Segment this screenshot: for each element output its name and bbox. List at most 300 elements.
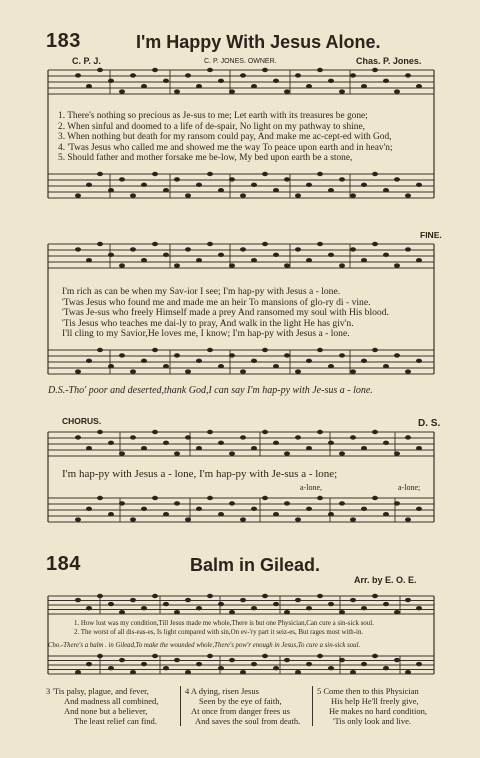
note	[141, 183, 147, 187]
note	[108, 253, 114, 257]
stanza-line: He makes no hard condition,	[329, 706, 427, 716]
note	[130, 247, 136, 251]
note	[174, 263, 180, 267]
verse-line: 'Twas Je-sus who freely Himself made a prey And ransomed my soul with His blood.	[62, 307, 389, 319]
note	[86, 606, 92, 610]
note	[328, 253, 334, 257]
note	[152, 68, 158, 72]
fine-mark: FINE.	[420, 230, 442, 240]
note	[163, 188, 169, 192]
note	[383, 188, 389, 192]
note	[75, 670, 81, 674]
note	[218, 364, 224, 368]
note	[416, 84, 422, 88]
note	[97, 68, 103, 72]
note	[240, 369, 246, 373]
note	[119, 353, 125, 357]
note	[163, 441, 169, 445]
hymn-number: 184	[46, 553, 81, 575]
note	[240, 193, 246, 197]
note	[394, 501, 400, 505]
note	[383, 79, 389, 83]
note	[75, 435, 81, 439]
note	[196, 446, 202, 450]
note	[174, 89, 180, 93]
note	[141, 662, 147, 666]
verse-line: I'll cling to my Savior,He loves me, I know; I'm hap-py with Jesus a - lone.	[62, 328, 350, 340]
hymn-number: 183	[46, 30, 81, 52]
note	[152, 242, 158, 246]
note	[218, 79, 224, 83]
note	[262, 242, 268, 246]
note	[273, 441, 279, 445]
note	[372, 430, 378, 434]
note	[141, 258, 147, 262]
note	[284, 658, 290, 662]
note	[372, 172, 378, 176]
note	[317, 594, 323, 598]
verse-line: 2. The worst of all dis-eas-es, Is light compared with sin,On ev-'ry part it seiz-es, But rages most with-in.	[74, 629, 364, 636]
note	[317, 430, 323, 434]
note	[317, 496, 323, 500]
note	[394, 610, 400, 614]
note	[361, 183, 367, 187]
note	[273, 188, 279, 192]
verse-line: 5. Should father and mother forsake me be-low, My bed upon earth be a stone,	[58, 153, 353, 164]
note	[119, 501, 125, 505]
note	[350, 73, 356, 77]
verse-line: 2. When sinful and doomed to a life of de-spair, No light on my pathway to shine,	[58, 121, 365, 132]
note	[229, 263, 235, 267]
note	[361, 507, 367, 511]
note	[306, 606, 312, 610]
note	[383, 512, 389, 516]
note	[251, 183, 257, 187]
stanza-line: 'Tis only look and live.	[333, 716, 411, 726]
note	[339, 658, 345, 662]
stanza-line: 5 Come then to this Physician	[317, 686, 419, 696]
lyricist-credit: C. P. J.	[72, 56, 101, 66]
note	[262, 68, 268, 72]
note	[229, 89, 235, 93]
note	[152, 594, 158, 598]
hymn-title: Balm in Gilead.	[190, 555, 321, 575]
note	[361, 606, 367, 610]
note	[108, 512, 114, 516]
note	[262, 654, 268, 658]
note	[163, 364, 169, 368]
note	[163, 666, 169, 670]
note	[97, 242, 103, 246]
note	[174, 658, 180, 662]
note	[108, 364, 114, 368]
note	[328, 79, 334, 83]
note	[251, 258, 257, 262]
note	[394, 658, 400, 662]
note	[350, 193, 356, 197]
note	[372, 654, 378, 658]
note	[152, 172, 158, 176]
stanza-line: 3 'Tis palsy, plague, and fever,	[46, 686, 149, 696]
note	[207, 242, 213, 246]
note	[130, 517, 136, 521]
note	[361, 359, 367, 363]
note	[328, 364, 334, 368]
note	[97, 348, 103, 352]
note	[295, 435, 301, 439]
note	[350, 598, 356, 602]
stanza-line: Seen by the eye of faith,	[199, 696, 282, 706]
note	[185, 193, 191, 197]
note	[394, 177, 400, 181]
stanza-5	[312, 686, 427, 726]
note	[119, 89, 125, 93]
note	[97, 430, 103, 434]
note	[328, 441, 334, 445]
note	[383, 666, 389, 670]
note	[229, 501, 235, 505]
note	[416, 507, 422, 511]
stanza-line: 4 A dying, risen Jesus	[185, 686, 259, 696]
note	[141, 359, 147, 363]
note	[207, 348, 213, 352]
note	[97, 496, 103, 500]
note	[163, 602, 169, 606]
note	[383, 602, 389, 606]
note	[273, 79, 279, 83]
note	[328, 602, 334, 606]
note	[273, 666, 279, 670]
note	[130, 598, 136, 602]
note	[295, 369, 301, 373]
composer-credit: Chas. P. Jones.	[356, 56, 422, 66]
note	[273, 364, 279, 368]
note	[262, 496, 268, 500]
note	[119, 451, 125, 455]
note	[306, 183, 312, 187]
note	[119, 610, 125, 614]
note	[306, 84, 312, 88]
note	[240, 598, 246, 602]
verse-line: 3. When nothing but death for my ransom could pay, And make me ac-cept-ed with God,	[58, 132, 392, 143]
note	[152, 430, 158, 434]
note	[251, 359, 257, 363]
note	[416, 183, 422, 187]
note	[185, 369, 191, 373]
note	[339, 501, 345, 505]
note	[350, 435, 356, 439]
note	[196, 662, 202, 666]
note	[185, 73, 191, 77]
note	[185, 598, 191, 602]
note	[86, 662, 92, 666]
note	[306, 446, 312, 450]
note	[75, 517, 81, 521]
note	[240, 670, 246, 674]
note	[251, 507, 257, 511]
note	[196, 258, 202, 262]
note	[317, 172, 323, 176]
note	[185, 670, 191, 674]
note	[405, 73, 411, 77]
note	[350, 670, 356, 674]
note	[416, 258, 422, 262]
note	[284, 177, 290, 181]
note	[284, 263, 290, 267]
note	[306, 507, 312, 511]
note	[152, 496, 158, 500]
note	[273, 602, 279, 606]
verse-block-a	[58, 111, 393, 164]
note	[394, 89, 400, 93]
note	[229, 177, 235, 181]
note	[262, 172, 268, 176]
verse-line: 4. 'Twas Jesus who called me and showed me the way To peace upon earth and in heav'n;	[58, 142, 393, 153]
note	[405, 435, 411, 439]
stanza-line: At once from danger frees us	[191, 706, 290, 716]
note	[163, 253, 169, 257]
note	[328, 188, 334, 192]
verse-line: I'm rich as can be when my Sav-ior I see; I'm hap-py with Jesus a - lone.	[62, 286, 341, 297]
note	[416, 359, 422, 363]
note	[174, 610, 180, 614]
note	[97, 172, 103, 176]
note	[405, 247, 411, 251]
note	[86, 258, 92, 262]
note	[185, 517, 191, 521]
ds-mark: D. S.	[418, 418, 441, 429]
note	[306, 662, 312, 666]
note	[108, 188, 114, 192]
note	[152, 654, 158, 658]
note	[196, 507, 202, 511]
note	[207, 68, 213, 72]
note	[207, 654, 213, 658]
note	[372, 242, 378, 246]
note	[295, 193, 301, 197]
note	[284, 610, 290, 614]
note	[372, 348, 378, 352]
note	[174, 353, 180, 357]
note	[295, 517, 301, 521]
note	[339, 451, 345, 455]
note	[163, 512, 169, 516]
note	[295, 73, 301, 77]
note	[196, 606, 202, 610]
note	[185, 435, 191, 439]
note	[108, 441, 114, 445]
note	[152, 348, 158, 352]
note	[75, 193, 81, 197]
note	[240, 435, 246, 439]
note	[317, 348, 323, 352]
note	[75, 598, 81, 602]
note	[130, 369, 136, 373]
note	[251, 606, 257, 610]
note	[350, 247, 356, 251]
note	[174, 501, 180, 505]
stanza-line: And madness all combined,	[64, 696, 159, 706]
note	[119, 177, 125, 181]
note	[218, 188, 224, 192]
note	[394, 353, 400, 357]
note	[383, 364, 389, 368]
note	[339, 263, 345, 267]
note	[163, 79, 169, 83]
note	[75, 369, 81, 373]
stanza-4	[180, 686, 300, 726]
stanza-line: The least relief can find.	[74, 716, 157, 726]
note	[218, 602, 224, 606]
note	[86, 183, 92, 187]
note	[262, 430, 268, 434]
stanza-line: And saves the soul from death.	[195, 716, 301, 726]
note	[141, 446, 147, 450]
note	[372, 68, 378, 72]
note	[361, 84, 367, 88]
note	[240, 247, 246, 251]
note	[207, 430, 213, 434]
note	[218, 441, 224, 445]
note	[196, 84, 202, 88]
note	[262, 348, 268, 352]
note	[339, 177, 345, 181]
note	[317, 242, 323, 246]
note	[394, 263, 400, 267]
note	[372, 496, 378, 500]
note	[405, 193, 411, 197]
note	[86, 359, 92, 363]
note	[229, 658, 235, 662]
note	[240, 73, 246, 77]
note	[207, 594, 213, 598]
note	[361, 258, 367, 262]
note	[251, 446, 257, 450]
note	[130, 73, 136, 77]
note	[416, 662, 422, 666]
note	[306, 359, 312, 363]
note	[218, 253, 224, 257]
ds-line: D.S.-Tho' poor and deserted,thank God,I can say I'm hap-py with Je-sus a - lone.	[48, 385, 373, 396]
note	[317, 654, 323, 658]
note	[361, 446, 367, 450]
note	[383, 253, 389, 257]
note	[229, 610, 235, 614]
note	[317, 68, 323, 72]
note	[108, 666, 114, 670]
note	[262, 594, 268, 598]
note	[284, 451, 290, 455]
note	[218, 666, 224, 670]
note	[141, 507, 147, 511]
note	[141, 606, 147, 610]
note	[207, 496, 213, 500]
note	[119, 263, 125, 267]
note	[295, 598, 301, 602]
note	[361, 662, 367, 666]
verse-line: 'Twas Jesus who found me and made me an heir To mansions of glo-ry di - vine.	[62, 296, 371, 308]
note	[295, 670, 301, 674]
verse-line: 1. How lost was my condition,Till Jesus made me whole,There is but one Physician,Can cure a sin-sick soul.	[74, 620, 374, 627]
note	[130, 435, 136, 439]
note	[284, 89, 290, 93]
note	[405, 598, 411, 602]
note	[405, 670, 411, 674]
verse-line: 1. There's nothing so precious as Je-sus to me; Let earth with its treasures be gone;	[58, 111, 368, 121]
note	[185, 247, 191, 251]
note	[196, 359, 202, 363]
note	[306, 258, 312, 262]
chorus-line-184: Cho.-There's a balm . in Gilead,To make the wounded whole,There's pow'r enough in Jesus,To cure a sin-sick soul.	[48, 642, 361, 649]
note	[350, 369, 356, 373]
verse-line: 'Tis Jesus who teaches me dai-ly to pray, And walk in the light He has giv'n.	[62, 317, 354, 329]
note	[119, 658, 125, 662]
verse-block-184	[74, 619, 374, 637]
note	[108, 79, 114, 83]
stanza-line: His help He'll freely give,	[331, 696, 419, 706]
note	[86, 507, 92, 511]
chorus-label: CHORUS.	[62, 416, 102, 426]
chorus-echo-1: a-lone,	[300, 483, 322, 492]
note	[339, 89, 345, 93]
verse-block-b	[62, 287, 389, 340]
stanza-3	[46, 686, 158, 726]
note	[196, 183, 202, 187]
note	[75, 247, 81, 251]
note	[339, 353, 345, 357]
note	[130, 193, 136, 197]
note	[174, 177, 180, 181]
note	[284, 501, 290, 505]
note	[273, 253, 279, 257]
note	[273, 512, 279, 516]
chorus-echo-2: a-lone;	[398, 483, 421, 492]
note	[383, 441, 389, 445]
note	[108, 602, 114, 606]
note	[295, 247, 301, 251]
note	[240, 517, 246, 521]
note	[339, 610, 345, 614]
note	[372, 594, 378, 598]
note	[97, 594, 103, 598]
chorus-line: I'm hap-py with Jesus a - lone, I'm hap-py with Je-sus a - lone;	[62, 468, 338, 480]
note	[207, 172, 213, 176]
note	[218, 512, 224, 516]
note	[86, 84, 92, 88]
note	[229, 451, 235, 455]
note	[328, 512, 334, 516]
note	[174, 451, 180, 455]
stanza-line: And none but a believer,	[64, 706, 148, 716]
note	[416, 446, 422, 450]
note	[251, 84, 257, 88]
note	[229, 353, 235, 357]
note	[86, 446, 92, 450]
note	[251, 662, 257, 666]
note	[141, 84, 147, 88]
note	[284, 353, 290, 357]
note	[416, 606, 422, 610]
note	[97, 654, 103, 658]
note	[394, 451, 400, 455]
note	[405, 517, 411, 521]
note	[75, 73, 81, 77]
hymn-title: I'm Happy With Jesus Alone.	[136, 32, 381, 52]
arranger-credit: Arr. by E. O. E.	[354, 575, 417, 585]
note	[328, 666, 334, 670]
note	[350, 517, 356, 521]
note	[405, 369, 411, 373]
